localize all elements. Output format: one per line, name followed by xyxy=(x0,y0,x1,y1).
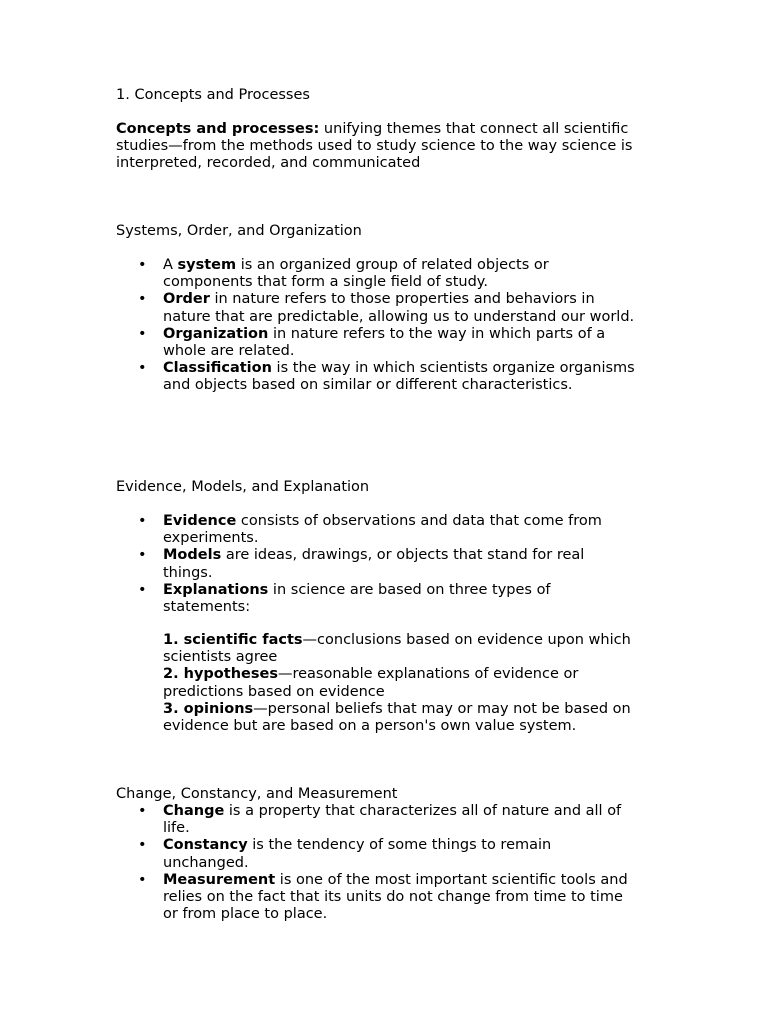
list-item-term: system xyxy=(177,257,237,273)
list-item-term: Organization xyxy=(163,325,269,342)
list-item-text: is a property that characterizes all of nature and all of life. xyxy=(163,803,622,837)
list-item-term: Constancy xyxy=(163,837,248,854)
list-item-term: Change xyxy=(163,803,225,819)
list-item xyxy=(116,547,636,581)
list-item xyxy=(116,291,636,325)
statement-types-list xyxy=(116,632,636,735)
bullet-icon: • xyxy=(138,325,147,342)
section-heading: Change, Constancy, and Measurement xyxy=(116,786,398,802)
list-item-term: Measurement xyxy=(163,871,276,888)
statement-term: 2. hypotheses xyxy=(163,666,278,683)
list-item-text: in science are based on three types of statements: xyxy=(163,581,551,616)
section-systems-list xyxy=(116,257,636,395)
bullet-icon: • xyxy=(138,871,147,888)
list-item xyxy=(116,360,636,394)
intro-paragraph xyxy=(116,121,636,173)
section-heading: Systems, Order, and Organization xyxy=(116,223,362,239)
list-item xyxy=(116,872,636,924)
section-change xyxy=(116,786,636,803)
intro-definition: unifying themes that connect all scientific studies—from the methods used to study science to the way science is interpreted, recorded, and communicated xyxy=(116,121,633,172)
section-evidence xyxy=(116,479,636,496)
list-item-text: in nature refers to the way in which parts of a whole are related. xyxy=(163,325,606,360)
section-systems xyxy=(116,223,636,240)
list-item xyxy=(116,513,636,547)
bullet-icon: • xyxy=(138,513,147,529)
section-change-list xyxy=(116,803,636,923)
intro-text xyxy=(116,121,636,173)
bullet-icon: • xyxy=(138,803,147,819)
statement-text: —personal beliefs that may or may not be based on evidence but are based on a person's own value system. xyxy=(163,700,631,735)
list-item xyxy=(116,803,636,837)
list-item-text: is the way in which scientists organize organisms and objects based on similar or different characteristics. xyxy=(163,360,635,394)
statement-term: 3. opinions xyxy=(163,700,254,717)
list-item-text: consists of observations and data that come from experiments. xyxy=(163,513,602,547)
bullet-icon: • xyxy=(138,360,147,377)
document-title-block xyxy=(116,87,636,104)
list-item-text: is one of the most important scientific tools and relies on the fact that its units do not change from time to time or from place to place. xyxy=(163,871,628,923)
list-item-term: Order xyxy=(163,291,210,308)
list-item xyxy=(116,326,636,360)
list-item xyxy=(116,701,636,735)
intro-term: Concepts and processes: xyxy=(116,121,320,137)
bullet-icon: • xyxy=(138,291,147,308)
list-item-text: in nature refers to those properties and behaviors in nature that are predictable, allowing us to understand our world. xyxy=(163,291,635,325)
statement-term: 1. scientific facts xyxy=(163,632,303,648)
list-item xyxy=(116,632,636,666)
list-item-term: Models xyxy=(163,547,222,564)
list-item xyxy=(116,257,636,291)
list-item-term: Explanations xyxy=(163,581,269,598)
statement-text: —conclusions based on evidence upon which scientists agree xyxy=(163,632,631,666)
list-item-text: are ideas, drawings, or objects that stand for real things. xyxy=(163,547,585,581)
statement-text: —reasonable explanations of evidence or predictions based on evidence xyxy=(163,666,579,700)
list-item-text: is an organized group of related objects or components that form a single field of study. xyxy=(163,257,549,291)
document-title: 1. Concepts and Processes xyxy=(116,87,310,103)
list-item-text: is the tendency of some things to remain unchanged. xyxy=(163,837,552,871)
bullet-icon: • xyxy=(138,837,147,854)
list-item-prefix: A xyxy=(163,257,178,273)
list-item xyxy=(116,582,636,616)
bullet-icon: • xyxy=(138,547,147,564)
list-item-term: Classification xyxy=(163,360,272,377)
list-item-term: Evidence xyxy=(163,513,237,529)
list-item xyxy=(116,666,636,700)
bullet-icon: • xyxy=(138,581,147,598)
bullet-icon: • xyxy=(138,257,147,273)
list-item xyxy=(116,837,636,871)
section-heading: Evidence, Models, and Explanation xyxy=(116,479,370,495)
section-evidence-list xyxy=(116,513,636,616)
